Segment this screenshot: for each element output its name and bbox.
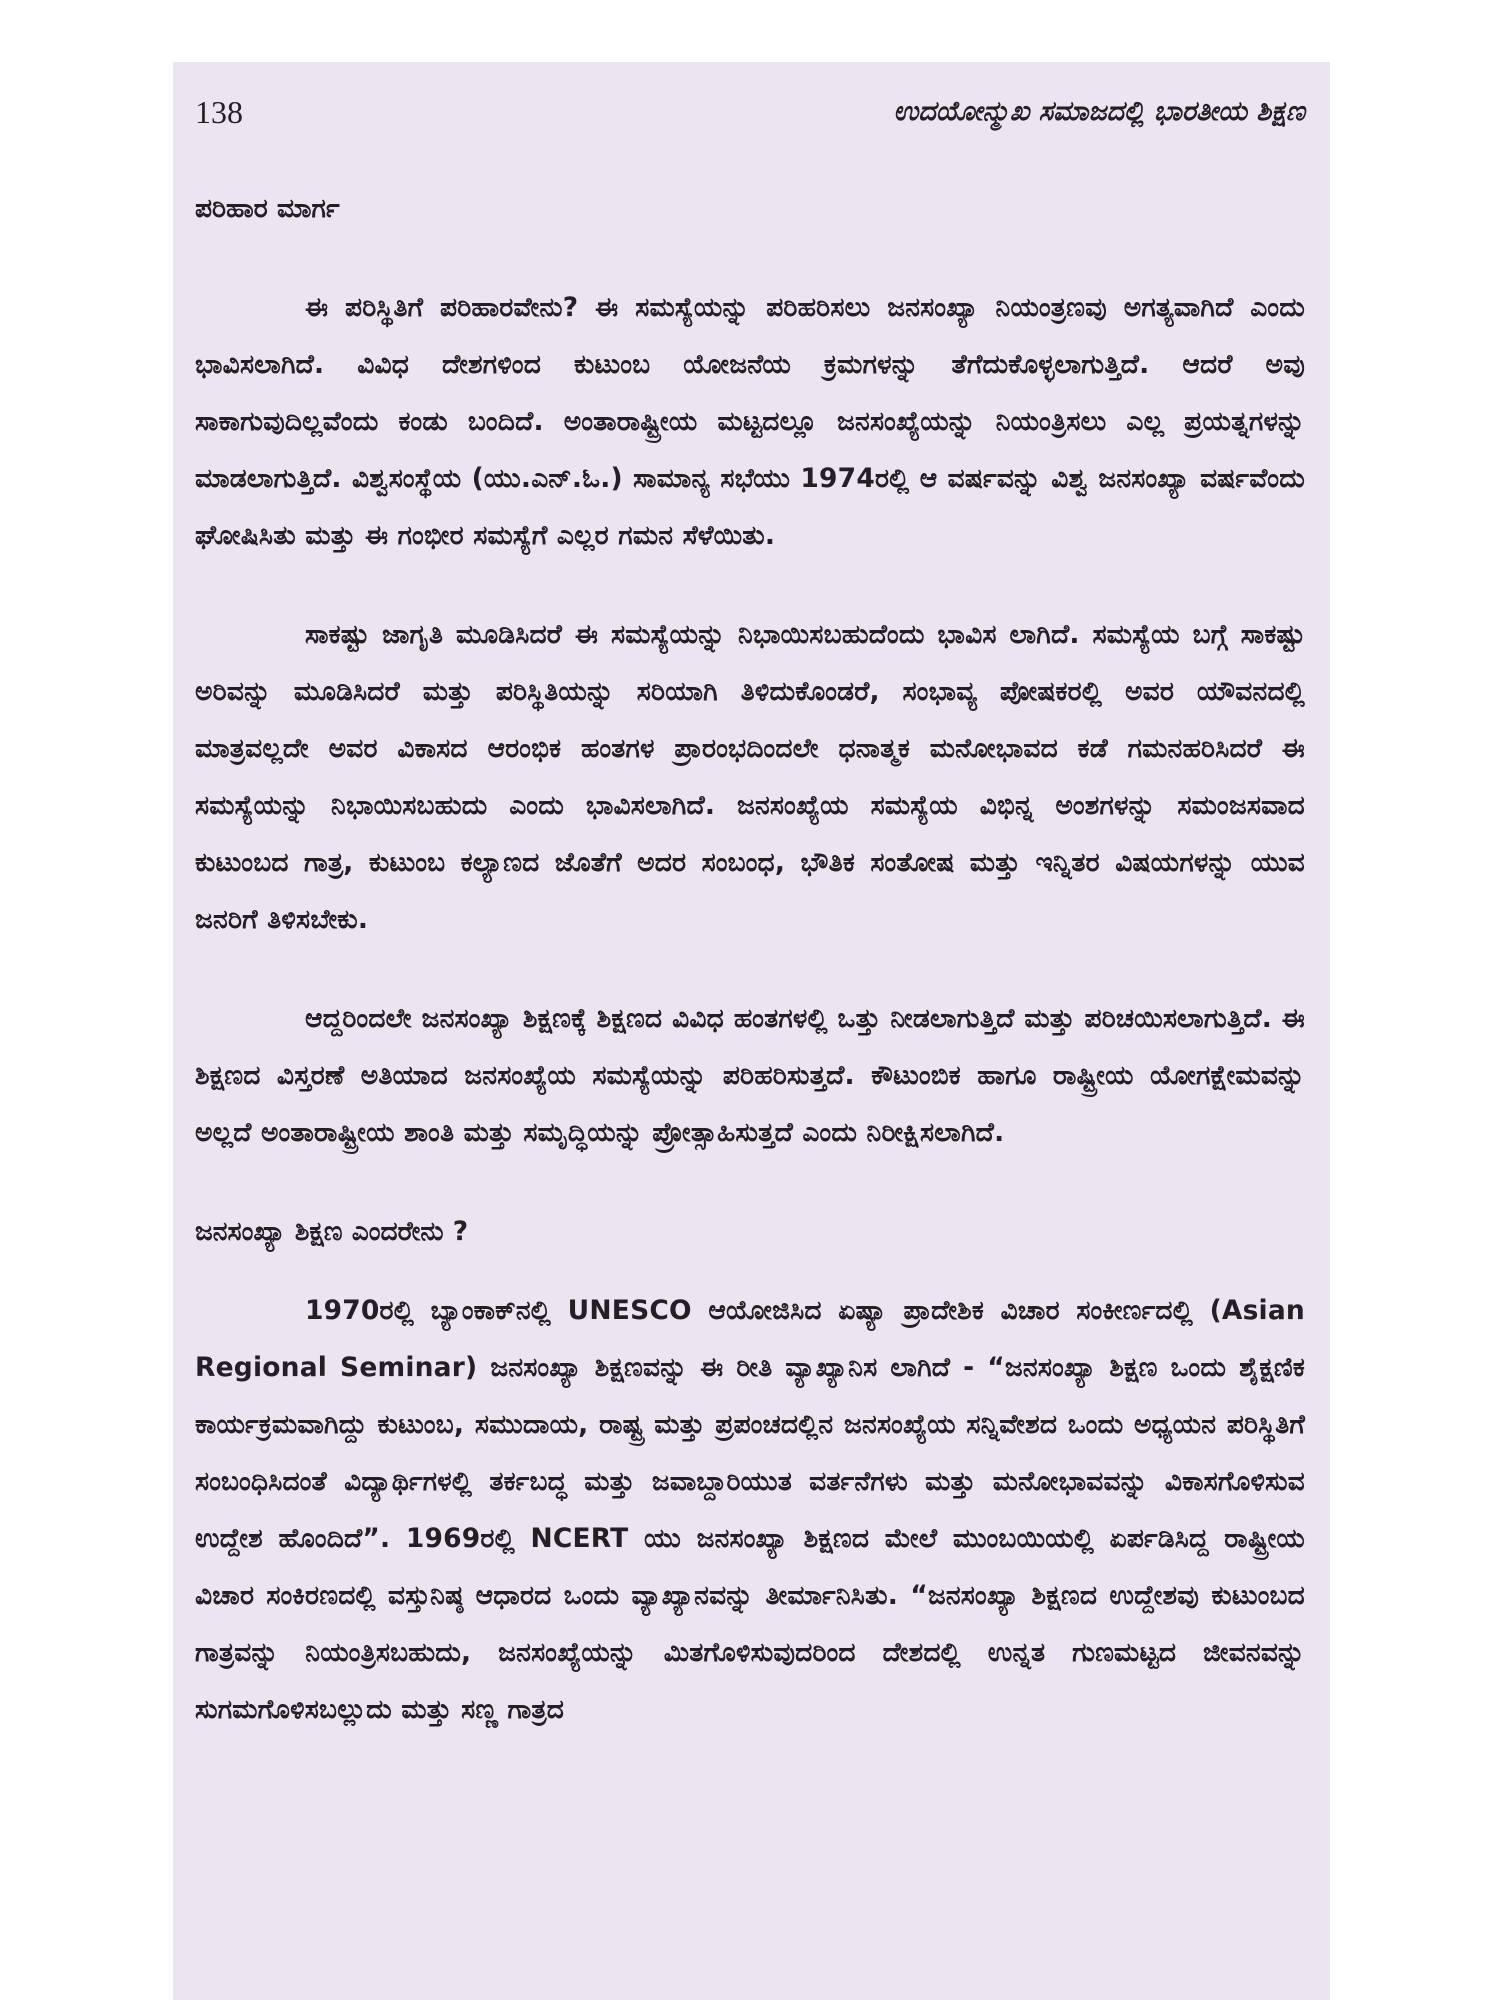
- paragraph: ಆದ್ದರಿಂದಲೇ ಜನಸಂಖ್ಯಾ ಶಿಕ್ಷಣಕ್ಕೆ ಶಿಕ್ಷಣದ ವಿವಿಧ ಹಂತಗಳಲ್ಲಿ ಒತ್ತು ನೀಡಲಾಗುತ್ತಿದೆ ಮತ್ತು ಪರಿಚಯಿಸಲಾಗುತ್ತಿದೆ. ಈ ಶಿಕ್ಷಣದ ವಿಸ್ತರಣೆ ಅತಿಯಾದ ಜನಸಂಖ್ಯೆಯ ಸಮಸ್ಯೆಯನ್ನು ಪರಿಹರಿಸುತ್ತದೆ. ಕೌಟುಂಬಿಕ ಹಾಗೂ ರಾಷ್ಟ್ರೀಯ ಯೋಗಕ್ಷೇಮವನ್ನು ಅಲ್ಲದೆ ಅಂತಾರಾಷ್ಟ್ರೀಯ ಶಾಂತಿ ಮತ್ತು ಸಮೃದ್ಧಿಯನ್ನು ಪ್ರೋತ್ಸಾಹಿಸುತ್ತದೆ ಎಂದು ನಿರೀಕ್ಷಿಸಲಾಗಿದೆ.: [195, 1003, 1305, 1148]
- section-heading-population-education: ಜನಸಂಖ್ಯಾ ಶಿಕ್ಷಣ ಎಂದರೇನು ?: [195, 1216, 469, 1247]
- running-header: [195, 90, 1305, 134]
- paragraph: 1970ರಲ್ಲಿ ಬ್ಯಾಂಕಾಕ್‌ನಲ್ಲಿ UNESCO ಆಯೋಜಿಸಿದ ಏಷ್ಯಾ ಪ್ರಾದೇಶಿಕ ವಿಚಾರ ಸಂಕೀರ್ಣದಲ್ಲಿ (Asian Regional Seminar) ಜನಸಂಖ್ಯಾ ಶಿಕ್ಷಣವನ್ನು ಈ ರೀತಿ ವ್ಯಾಖ್ಯಾನಿಸ ಲಾಗಿದೆ - “ಜನಸಂಖ್ಯಾ ಶಿಕ್ಷಣ ಒಂದು ಶೈಕ್ಷಣಿಕ ಕಾರ್ಯಕ್ರಮವಾಗಿದ್ದು ಕುಟುಂಬ, ಸಮುದಾಯ, ರಾಷ್ಟ್ರ ಮತ್ತು ಪ್ರಪಂಚದಲ್ಲಿನ ಜನಸಂಖ್ಯೆಯ ಸನ್ನಿವೇಶದ ಒಂದು ಅಧ್ಯಯನ ಪರಿಸ್ಥಿತಿಗೆ ಸಂಬಂಧಿಸಿದಂತೆ ವಿದ್ಯಾರ್ಥಿಗಳಲ್ಲಿ ತರ್ಕಬದ್ಧ ಮತ್ತು ಜವಾಬ್ದಾರಿಯುತ ವರ್ತನೆಗಳು ಮತ್ತು ಮನೋಭಾವವನ್ನು ವಿಕಾಸಗೊಳಿಸುವ ಉದ್ದೇಶ ಹೊಂದಿದೆ”. 1969ರಲ್ಲಿ NCERT ಯು ಜನಸಂಖ್ಯಾ ಶಿಕ್ಷಣದ ಮೇಲೆ ಮುಂಬಯಿಯಲ್ಲಿ ಏರ್ಪಡಿಸಿದ್ದ ರಾಷ್ಟ್ರೀಯ ವಿಚಾರ ಸಂಕಿರಣದಲ್ಲಿ ವಸ್ತುನಿಷ್ಠ ಆಧಾರದ ಒಂದು ವ್ಯಾಖ್ಯಾನವನ್ನು ತೀರ್ಮಾನಿಸಿತು. “ಜನಸಂಖ್ಯಾ ಶಿಕ್ಷಣದ ಉದ್ದೇಶವು ಕುಟುಂಬದ ಗಾತ್ರವನ್ನು ನಿಯಂತ್ರಿಸಬಹುದು, ಜನಸಂಖ್ಯೆಯನ್ನು ಮಿತಗೊಳಿಸುವುದರಿಂದ ದೇಶದಲ್ಲಿ ಉನ್ನತ ಗುಣಮಟ್ಟದ ಜೀವನವನ್ನು ಸುಗಮಗೊಳಿಸಬಲ್ಲುದು ಮತ್ತು ಸಣ್ಣ ಗಾತ್ರದ: [195, 1295, 1305, 1725]
- section-heading-remedy: ಪರಿಹಾರ ಮಾರ್ಗ: [195, 193, 340, 224]
- book-title: ಉದಯೋನ್ಮುಖ ಸಮಾಜದಲ್ಲಿ ಭಾರತೀಯ ಶಿಕ್ಷಣ: [893, 96, 1305, 127]
- paragraph: ಸಾಕಷ್ಟು ಜಾಗೃತಿ ಮೂಡಿಸಿದರೆ ಈ ಸಮಸ್ಯೆಯನ್ನು ನಿಭಾಯಿಸಬಹುದೆಂದು ಭಾವಿಸ ಲಾಗಿದೆ. ಸಮಸ್ಯೆಯ ಬಗ್ಗೆ ಸಾಕಷ್ಟು ಅರಿವನ್ನು ಮೂಡಿಸಿದರೆ ಮತ್ತು ಪರಿಸ್ಥಿತಿಯನ್ನು ಸರಿಯಾಗಿ ತಿಳಿದುಕೊಂಡರೆ, ಸಂಭಾವ್ಯ ಪೋಷಕರಲ್ಲಿ ಅವರ ಯೌವನದಲ್ಲಿ ಮಾತ್ರವಲ್ಲದೇ ಅವರ ವಿಕಾಸದ ಆರಂಭಿಕ ಹಂತಗಳ ಪ್ರಾರಂಭದಿಂದಲೇ ಧನಾತ್ಮಕ ಮನೋಭಾವದ ಕಡೆ ಗಮನಹರಿಸಿದರೆ ಈ ಸಮಸ್ಯೆಯನ್ನು ನಿಭಾಯಿಸಬಹುದು ಎಂದು ಭಾವಿಸಲಾಗಿದೆ. ಜನಸಂಖ್ಯೆಯ ಸಮಸ್ಯೆಯ ವಿಭಿನ್ನ ಅಂಶಗಳನ್ನು ಸಮಂಜಸವಾದ ಕುಟುಂಬದ ಗಾತ್ರ, ಕುಟುಂಬ ಕಲ್ಯಾಣದ ಜೊತೆಗೆ ಅದರ ಸಂಬಂಧ, ಭೌತಿಕ ಸಂತೋಷ ಮತ್ತು ಇನ್ನಿತರ ವಿಷಯಗಳನ್ನು ಯುವ ಜನರಿಗೆ ತಿಳಿಸಬೇಕು.: [195, 619, 1305, 935]
- page-body: [195, 180, 1305, 1738]
- page-number: 138: [195, 94, 243, 130]
- book-page: [173, 62, 1330, 2000]
- paragraph: ಈ ಪರಿಸ್ಥಿತಿಗೆ ಪರಿಹಾರವೇನು? ಈ ಸಮಸ್ಯೆಯನ್ನು ಪರಿಹರಿಸಲು ಜನಸಂಖ್ಯಾ ನಿಯಂತ್ರಣವು ಅಗತ್ಯವಾಗಿದೆ ಎಂದು ಭಾವಿಸಲಾಗಿದೆ. ವಿವಿಧ ದೇಶಗಳಿಂದ ಕುಟುಂಬ ಯೋಜನೆಯ ಕ್ರಮಗಳನ್ನು ತೆಗೆದುಕೊಳ್ಳಲಾಗುತ್ತಿದೆ. ಆದರೆ ಅವು ಸಾಕಾಗುವುದಿಲ್ಲವೆಂದು ಕಂಡು ಬಂದಿದೆ. ಅಂತಾರಾಷ್ಟ್ರೀಯ ಮಟ್ಟದಲ್ಲೂ ಜನಸಂಖ್ಯೆಯನ್ನು ನಿಯಂತ್ರಿಸಲು ಎಲ್ಲ ಪ್ರಯತ್ನಗಳನ್ನು ಮಾಡಲಾಗುತ್ತಿದೆ. ವಿಶ್ವಸಂಸ್ಥೆಯ (ಯು.ಎನ್.ಓ.) ಸಾಮಾನ್ಯ ಸಭೆಯು 1974ರಲ್ಲಿ ಆ ವರ್ಷವನ್ನು ವಿಶ್ವ ಜನಸಂಖ್ಯಾ ವರ್ಷವೆಂದು ಘೋಷಿಸಿತು ಮತ್ತು ಈ ಗಂಭೀರ ಸಮಸ್ಯೆಗೆ ಎಲ್ಲರ ಗಮನ ಸೆಳೆಯಿತು.: [195, 292, 1305, 551]
